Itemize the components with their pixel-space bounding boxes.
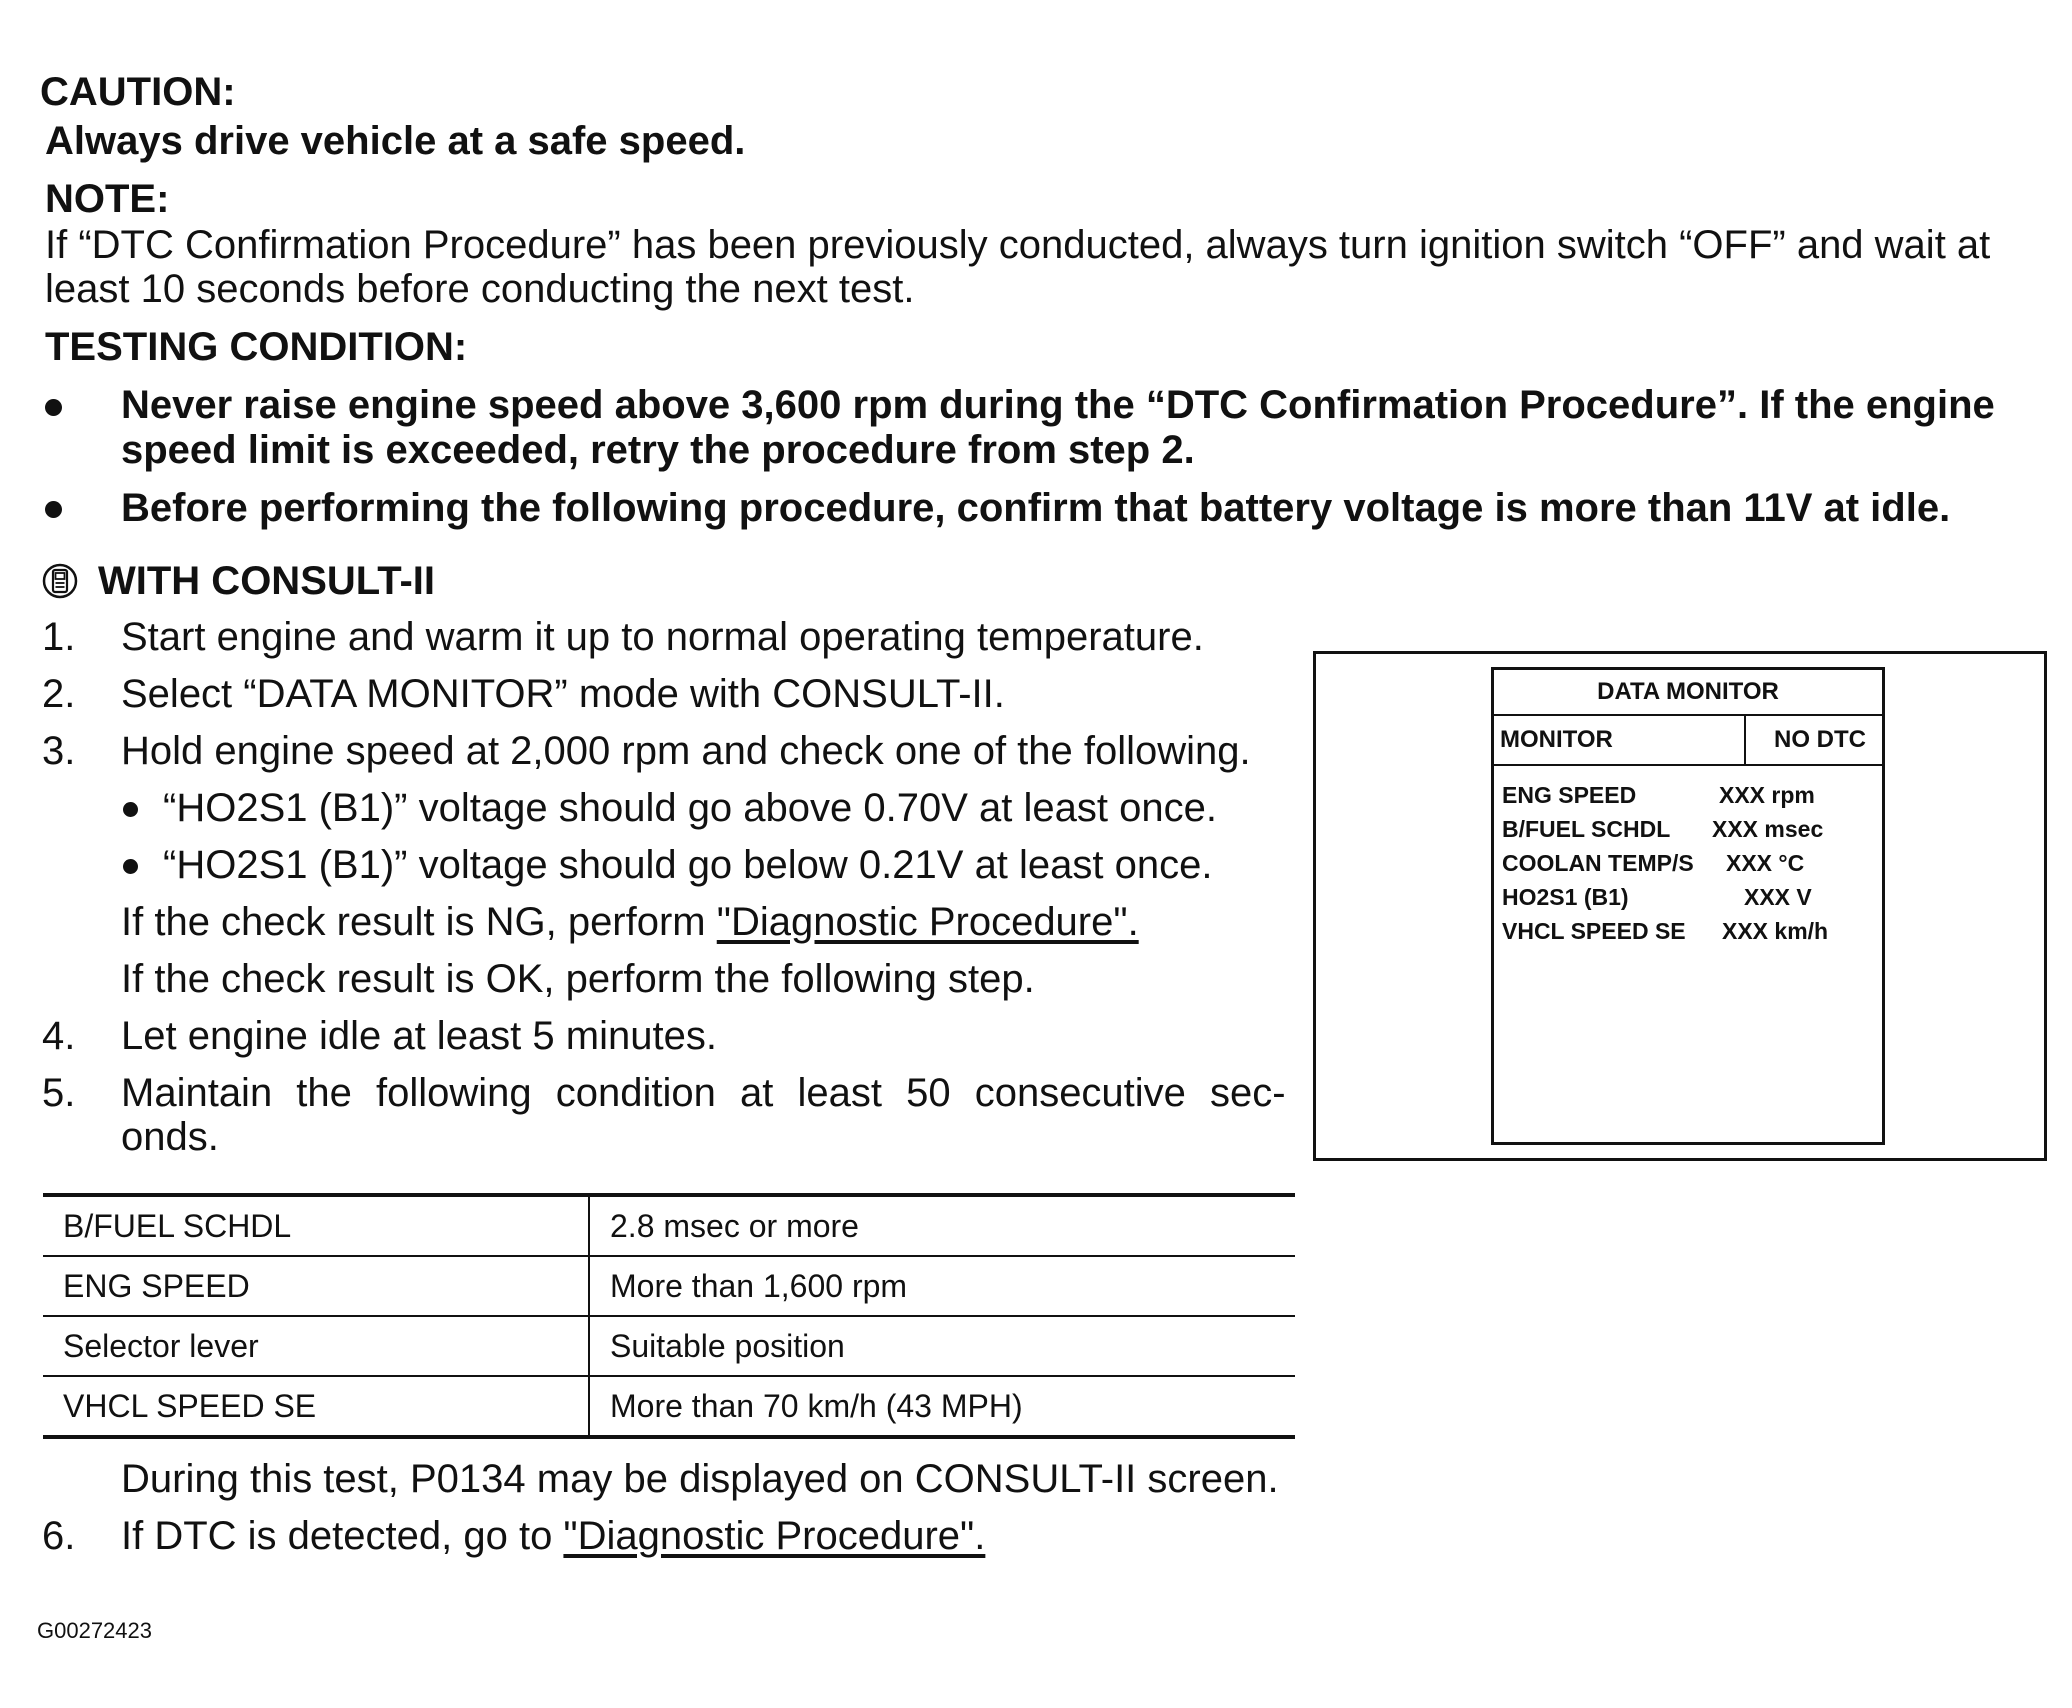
testing-bullet-1-line-1: Never raise engine speed above 3,600 rpm during the “DTC Confirmation Procedure”. If the engine [121,383,1995,427]
monitor-item-label: ENG SPEED [1502,782,1637,808]
monitor-item-value: XXX °C [1726,850,1805,876]
testing-bullet-1-line-2: speed limit is exceeded, retry the procedure from step 2. [121,428,1195,472]
bullet-icon [123,859,138,874]
ok-result-text: If the check result is OK, perform the following step. [121,957,1035,1001]
step-number: 5. [42,1071,76,1115]
monitor-item-label: HO2S1 (B1) [1502,884,1629,910]
testing-condition-heading: TESTING CONDITION: [45,325,468,369]
table-cell-value: Suitable position [589,1316,1295,1376]
table-cell-value: 2.8 msec or more [589,1195,1295,1256]
monitor-column-header: MONITOR [1500,726,1613,753]
monitor-item-label: VHCL SPEED SE [1502,918,1686,944]
table-row [43,1256,1295,1316]
ng-result-text: If the check result is NG, perform "Diagnostic Procedure". [121,900,1139,944]
monitor-item-value: XXX V [1744,884,1812,910]
table-cell-item: ENG SPEED [43,1256,589,1316]
step-2-text: Select “DATA MONITOR” mode with CONSULT-II. [121,672,1005,716]
table-cell-item: B/FUEL SCHDL [43,1195,589,1256]
consult-tool-icon [42,563,78,599]
step-number: 4. [42,1014,76,1058]
monitor-item-value: XXX rpm [1719,782,1815,808]
step-4-text: Let engine idle at least 5 minutes. [121,1014,717,1058]
step-5-text: Maintain the following condition at least 50 consecutive sec- [121,1071,1286,1115]
conditions-table [43,1193,1295,1439]
step-number: 3. [42,729,76,773]
table-cell-item: Selector lever [43,1316,589,1376]
table-cell-value: More than 1,600 rpm [589,1256,1295,1316]
testing-bullet-2: Before performing the following procedure, confirm that battery voltage is more than 11V at idle. [121,486,1951,530]
step-number: 6. [42,1514,76,1558]
note-line-1: If “DTC Confirmation Procedure” has been previously conducted, always turn ignition switch “OFF” and wait at [45,223,1991,267]
step-3-sub-bullet-2: “HO2S1 (B1)” voltage should go below 0.21V at least once. [163,843,1213,887]
monitor-item-value: XXX msec [1712,816,1824,842]
step-5-text-cont: onds. [121,1115,219,1159]
header-divider [1494,764,1882,766]
column-divider [1744,716,1746,764]
note-line-2: least 10 seconds before conducting the next test. [45,267,915,311]
no-dtc-column-header: NO DTC [1774,726,1866,753]
table-row [43,1376,1295,1437]
data-monitor-screen [1491,667,1885,1145]
monitor-item-label: COOLAN TEMP/S [1502,850,1694,876]
step-number: 2. [42,672,76,716]
step-3-text: Hold engine speed at 2,000 rpm and check one of the following. [121,729,1251,773]
step-3-sub-bullet-1: “HO2S1 (B1)” voltage should go above 0.70V at least once. [163,786,1217,830]
step-6-text: If DTC is detected, go to "Diagnostic Procedure". [121,1514,986,1558]
during-test-note: During this test, P0134 may be displayed on CONSULT-II screen. [121,1457,1279,1501]
caution-heading: CAUTION: [40,70,236,114]
consult-heading: WITH CONSULT-II [98,559,435,603]
bullet-icon [45,399,62,416]
bullet-icon [123,802,138,817]
step-number: 1. [42,615,76,659]
note-heading: NOTE: [45,177,170,221]
diagnostic-procedure-link[interactable]: "Diagnostic Procedure". [716,900,1139,944]
step-1-text: Start engine and warm it up to normal operating temperature. [121,615,1204,659]
table-row [43,1316,1295,1376]
table-cell-value: More than 70 km/h (43 MPH) [610,1388,1023,1424]
table-row [43,1195,1295,1256]
monitor-item-value: XXX km/h [1722,918,1829,944]
caution-text: Always drive vehicle at a safe speed. [45,119,746,163]
table-cell-item: VHCL SPEED SE [43,1376,589,1437]
figure-id: G00272423 [37,1618,152,1643]
bullet-icon [45,501,62,518]
data-monitor-title: DATA MONITOR [1494,670,1882,716]
diagnostic-procedure-link[interactable]: "Diagnostic Procedure". [563,1514,986,1558]
monitor-item-label: B/FUEL SCHDL [1502,816,1671,842]
